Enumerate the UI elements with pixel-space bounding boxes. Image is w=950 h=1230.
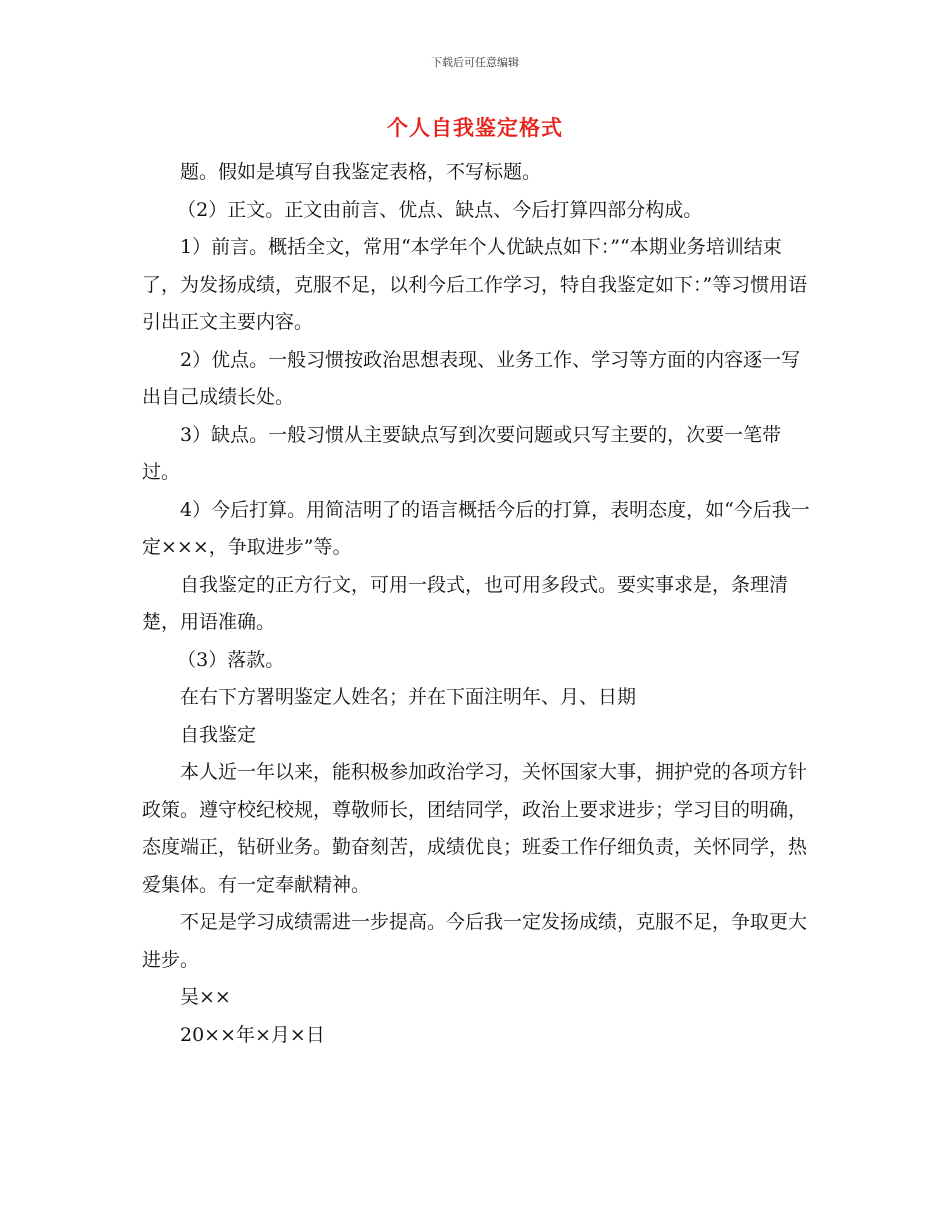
paragraph: 在右下方署明鉴定人姓名；并在下面注明年、月、日期: [180, 686, 637, 708]
paragraph: 2）优点。一般习惯按政治思想表现、业务工作、学习等方面的内容逐一写出自己成绩长处。: [142, 348, 801, 408]
document-title: 个人自我鉴定格式: [387, 116, 563, 140]
paragraph: 1）前言。概括全文，常用“本学年个人优缺点如下：”“本期业务培训结束了，为发扬成绩，克服不足，以利今后工作学习，特自我鉴定如下：”等习惯用语引出正文主要内容。: [142, 236, 808, 333]
paragraph: （2）正文。正文由前言、优点、缺点、今后打算四部分构成。: [177, 198, 703, 221]
signature-date: 20××年×月×日: [180, 1023, 325, 1046]
paragraph: 3）缺点。一般习惯从主要缺点写到次要问题或只写主要的，次要一笔带过。: [142, 423, 782, 483]
paragraph: 不足是学习成绩需进一步提高。今后我一定发扬成绩，克服不足，争取更大进步。: [142, 911, 808, 971]
paragraph: （3）落款。: [177, 648, 285, 671]
signature-name: 吴××: [180, 986, 231, 1008]
paragraph: 自我鉴定: [180, 723, 257, 746]
document-body: [142, 154, 814, 1054]
paragraph: 自我鉴定的正方行文，可用一段式，也可用多段式。要实事求是，条理清楚，用语准确。: [142, 573, 789, 633]
paragraph: 题。假如是填写自我鉴定表格，不写标题。: [180, 161, 542, 183]
header-note: 下载后可任意编辑: [431, 56, 519, 69]
paragraph: 4）今后打算。用简洁明了的语言概括今后的打算，表明态度，如“今后我一定×××，争取进步”等。: [142, 498, 810, 558]
paragraph: 本人近一年以来，能积极参加政治学习，关怀国家大事，拥护党的各项方针政策。遵守校纪校规，尊敬师长，团结同学，政治上要求进步；学习目的明确，态度端正，钻研业务。勤奋刻苦，成绩优良；班委工作仔细负责，关怀同学，热爱集体。有一定奉献精神。: [142, 761, 808, 896]
